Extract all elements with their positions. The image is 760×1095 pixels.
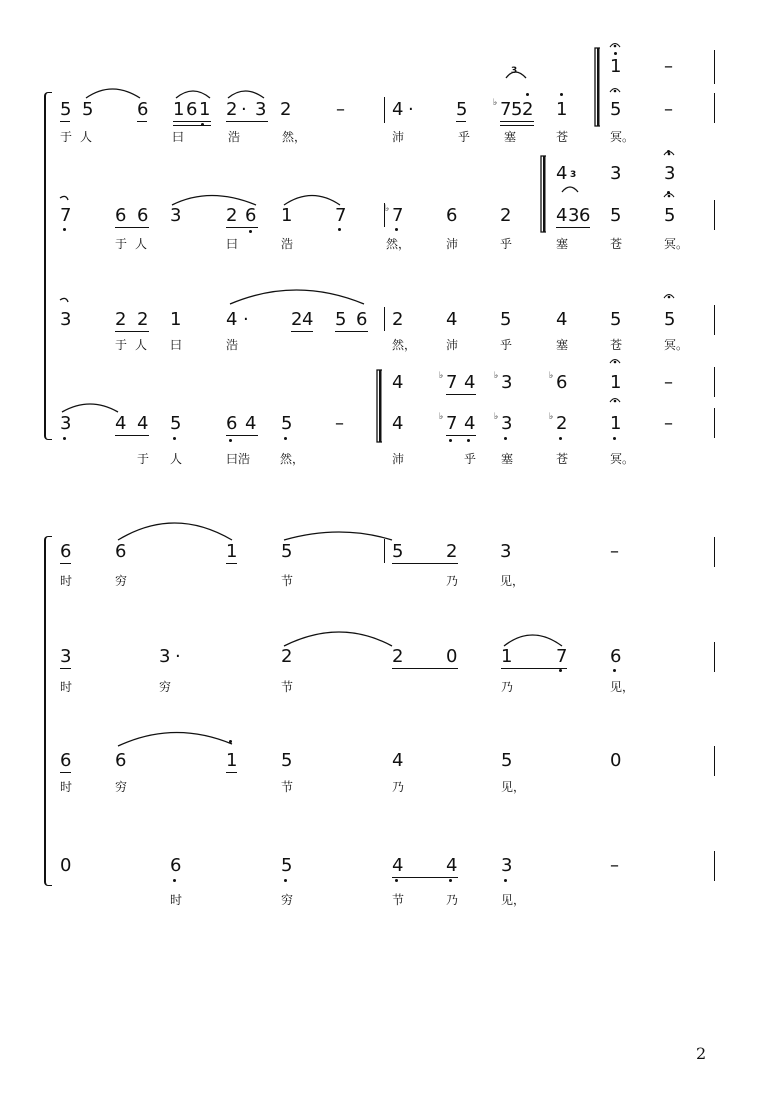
note: 1 — [610, 56, 622, 77]
note: 2 — [500, 205, 512, 226]
barline — [714, 367, 715, 397]
note: 4 — [556, 205, 568, 226]
lyric: 苍 — [556, 130, 569, 144]
octave-dot — [201, 123, 204, 126]
barline — [714, 746, 715, 776]
note: 5 — [281, 541, 293, 562]
section-bracket — [595, 48, 600, 126]
lyric: 乎 — [500, 237, 513, 251]
flat-sign: ♭ — [493, 98, 498, 108]
lyric: 节 — [281, 574, 294, 588]
note: 3 — [60, 413, 72, 434]
octave-dot — [613, 669, 616, 672]
note: 4 — [446, 309, 458, 330]
note: 4 — [556, 163, 568, 184]
octave-dot — [667, 191, 670, 194]
note: 6 — [245, 205, 257, 226]
barline — [714, 851, 715, 881]
slur — [118, 732, 232, 746]
fermata — [664, 295, 674, 299]
note: 5 — [170, 413, 182, 434]
lyric: 苍 — [610, 338, 623, 352]
note: 1 — [501, 646, 513, 667]
note: 6 — [610, 646, 622, 667]
octave-dot — [229, 740, 232, 743]
page-number: 2 — [696, 1044, 707, 1063]
lyric: 人 — [135, 237, 148, 251]
note: 6 — [356, 309, 368, 330]
note: 3 — [60, 646, 72, 667]
lyric: 苍 — [556, 452, 569, 466]
lyric: 曰 — [170, 338, 183, 352]
flat-sign: ♭ — [385, 204, 390, 214]
lyric: 乃 — [392, 780, 405, 794]
note: 1 — [610, 372, 622, 393]
note: 3 — [664, 163, 676, 184]
lyric: 乃 — [446, 893, 459, 907]
note: · — [408, 99, 414, 120]
fermata — [610, 89, 620, 93]
note: 4 — [392, 855, 404, 876]
note: 3 — [500, 541, 512, 562]
system2-bracket — [44, 536, 52, 886]
lyric: 然， — [282, 130, 307, 144]
note: 2 — [446, 541, 458, 562]
lyric: 塞 — [556, 237, 569, 251]
note: 4 — [392, 99, 404, 120]
note: 4 — [302, 309, 314, 330]
lyric: 穷 — [115, 574, 128, 588]
note: 7 — [556, 646, 568, 667]
dash: – — [664, 99, 673, 120]
note: 7 — [335, 205, 347, 226]
lyric: 于 — [115, 237, 128, 251]
note: 7 — [500, 99, 512, 120]
lyric: 塞 — [501, 452, 514, 466]
note: 4 — [115, 413, 127, 434]
note: 1 — [226, 541, 238, 562]
octave-dot — [63, 437, 66, 440]
octave-dot — [504, 437, 507, 440]
lyric: 时 — [170, 893, 183, 907]
note: 4 — [464, 413, 476, 434]
lyric: 乎 — [500, 338, 513, 352]
slur — [228, 91, 264, 98]
flat-sign: ♭ — [439, 412, 444, 422]
lyric: 然， — [392, 338, 417, 352]
lyric: 曰 — [172, 130, 185, 144]
lyric: 乎 — [458, 130, 471, 144]
slur — [504, 635, 562, 646]
note: 3 — [568, 205, 580, 226]
dash: – — [610, 855, 619, 876]
underline — [137, 121, 147, 122]
barline — [714, 408, 715, 438]
lyric: 人 — [135, 338, 148, 352]
note: · — [243, 309, 249, 330]
underline — [556, 227, 590, 228]
lyric: 浩 — [226, 338, 239, 352]
lyric: 节 — [392, 893, 405, 907]
octave-dot — [63, 228, 66, 231]
note: 5 — [511, 99, 523, 120]
fermata — [664, 194, 674, 198]
note: 3 — [170, 205, 182, 226]
fermata-dot — [614, 361, 617, 364]
note: 6 — [186, 99, 198, 120]
note: 2 — [226, 99, 238, 120]
slur — [562, 187, 578, 192]
octave-dot — [667, 150, 670, 153]
dash: – — [335, 413, 344, 434]
note: 5 — [281, 750, 293, 771]
fermata-dot — [614, 90, 617, 93]
octave-dot — [284, 437, 287, 440]
note: 4 — [464, 372, 476, 393]
note: 6 — [170, 855, 182, 876]
underline — [226, 435, 258, 436]
octave-dot — [395, 228, 398, 231]
note: 1 — [170, 309, 182, 330]
fermata-dot — [668, 195, 671, 198]
note: 7 — [446, 413, 458, 434]
note: 6 — [60, 541, 72, 562]
octave-dot — [249, 230, 252, 233]
underline — [115, 435, 149, 436]
note: 7 — [392, 205, 404, 226]
note: 4 — [226, 309, 238, 330]
lyric: 然， — [280, 452, 305, 466]
note: 6 — [137, 205, 149, 226]
lyric: 节 — [281, 680, 294, 694]
note: 5 — [610, 309, 622, 330]
note: 2 — [280, 99, 292, 120]
note: 6 — [115, 541, 127, 562]
note: 7 — [60, 205, 72, 226]
slur — [176, 91, 210, 98]
note: 2 — [392, 646, 404, 667]
slur — [284, 532, 392, 540]
note: 5 — [664, 309, 676, 330]
dash: – — [336, 99, 345, 120]
slur — [86, 89, 140, 98]
note: 6 — [556, 372, 568, 393]
barline — [714, 93, 715, 123]
note: 4 — [392, 413, 404, 434]
barline — [384, 539, 385, 563]
note: 1 — [173, 99, 185, 120]
octave-dot — [449, 879, 452, 882]
section-bracket — [377, 370, 382, 442]
lyric: 苍 — [610, 237, 623, 251]
octave-dot — [526, 93, 529, 96]
octave-dot — [229, 439, 232, 442]
note: 4 — [245, 413, 257, 434]
underline — [60, 563, 71, 564]
note: 0 — [446, 646, 458, 667]
note: 5 — [501, 750, 513, 771]
note: 3 — [501, 413, 513, 434]
barline — [714, 537, 715, 567]
octave-dot — [173, 879, 176, 882]
underline — [392, 563, 458, 564]
note: 3 — [60, 309, 72, 330]
note: 2 — [115, 309, 127, 330]
lyric: 塞 — [556, 338, 569, 352]
underline — [173, 121, 211, 122]
dash: – — [664, 413, 673, 434]
note: 4 — [556, 309, 568, 330]
note: 5 — [392, 541, 404, 562]
system1-bracket — [44, 92, 52, 440]
note: 4 — [446, 855, 458, 876]
note: 2 — [281, 646, 293, 667]
octave-dot — [338, 228, 341, 231]
lyric: 冥。 — [664, 237, 689, 251]
note: 2 — [291, 309, 303, 330]
flat-sign: ♭ — [494, 412, 499, 422]
underline — [392, 668, 458, 669]
fermata-dot — [614, 400, 617, 403]
note: 6 — [579, 205, 591, 226]
note: 5 — [610, 205, 622, 226]
lyric: 人 — [170, 452, 183, 466]
note: 7 — [446, 372, 458, 393]
lyric: 曰浩 — [226, 452, 251, 466]
fermata — [610, 44, 620, 48]
lyric: 沛 — [446, 237, 459, 251]
underline — [60, 121, 70, 122]
underline — [446, 435, 476, 436]
octave-dot — [613, 437, 616, 440]
slur — [230, 290, 364, 304]
underline — [446, 394, 476, 395]
slur — [118, 523, 232, 540]
lyric: 冥。 — [664, 338, 689, 352]
slur — [60, 196, 68, 200]
slur — [284, 196, 340, 206]
dash: – — [664, 372, 673, 393]
lyric: 于 — [60, 130, 73, 144]
note: 4 — [392, 372, 404, 393]
lyric: 见， — [610, 680, 635, 694]
note: 3 — [501, 855, 513, 876]
note: 5 — [500, 309, 512, 330]
octave-dot — [560, 93, 563, 96]
underline — [456, 121, 466, 122]
octave-dot — [504, 879, 507, 882]
lyric: 然， — [386, 237, 411, 251]
note: 5 — [60, 99, 72, 120]
note: 2 — [392, 309, 404, 330]
note: 5 — [610, 99, 622, 120]
octave-dot — [449, 439, 452, 442]
underline — [60, 772, 71, 773]
lyric: 沛 — [392, 130, 405, 144]
note: 1 — [610, 413, 622, 434]
lyric: 见， — [500, 574, 525, 588]
lyric: 时 — [60, 574, 73, 588]
barline — [714, 305, 715, 335]
underline — [226, 227, 258, 228]
underline — [226, 121, 268, 122]
underline — [291, 331, 313, 332]
octave-dot — [284, 879, 287, 882]
octave-dot — [559, 437, 562, 440]
lyric: 人 — [80, 130, 93, 144]
barline — [714, 200, 715, 230]
lyric: 浩 — [228, 130, 241, 144]
fermata-dot — [668, 153, 671, 156]
dash: – — [664, 56, 673, 77]
underline — [173, 125, 211, 126]
lyric: 于 — [115, 338, 128, 352]
underline — [115, 331, 149, 332]
note: 5 — [281, 855, 293, 876]
note: 2 — [226, 205, 238, 226]
fermata-dot — [614, 45, 617, 48]
fermata-dot — [668, 296, 671, 299]
note: 5 — [281, 413, 293, 434]
dash: – — [610, 541, 619, 562]
note: 0 — [60, 855, 72, 876]
underline — [501, 668, 567, 669]
note: · — [241, 99, 247, 120]
note: 6 — [137, 99, 149, 120]
lyric: 于 — [137, 452, 150, 466]
barline — [714, 642, 715, 672]
underline — [335, 331, 368, 332]
note: 3 — [159, 646, 171, 667]
slur — [172, 196, 256, 206]
note: 1 — [281, 205, 293, 226]
octave-dot — [395, 879, 398, 882]
note: 6 — [226, 413, 238, 434]
note: 3 — [501, 372, 513, 393]
octave-dot — [173, 437, 176, 440]
lyric: 穷 — [115, 780, 128, 794]
lyric: 浩 — [281, 237, 294, 251]
lyric: 乎 — [464, 452, 477, 466]
lyric: 曰 — [226, 237, 239, 251]
underline — [500, 121, 534, 122]
lyric: 见， — [501, 780, 526, 794]
note: 2 — [556, 413, 568, 434]
note: 4 — [392, 750, 404, 771]
note: 5 — [664, 205, 676, 226]
note: 2 — [137, 309, 149, 330]
underline — [500, 125, 534, 126]
lyric: 沛 — [446, 338, 459, 352]
note: 6 — [60, 750, 72, 771]
barline — [384, 307, 385, 331]
fermata — [610, 399, 620, 403]
slur — [284, 632, 392, 646]
lyric: 乃 — [501, 680, 514, 694]
flat-sign: ♭ — [549, 371, 554, 381]
lyric: 冥。 — [610, 452, 635, 466]
fermata — [610, 360, 620, 364]
lyric: 冥。 — [610, 130, 635, 144]
flat-sign: ♭ — [494, 371, 499, 381]
underline — [115, 227, 149, 228]
underline — [226, 563, 237, 564]
lyric: 时 — [60, 680, 73, 694]
underline — [226, 772, 237, 773]
note: 2 — [522, 99, 534, 120]
note: 5 — [82, 99, 94, 120]
slur — [60, 298, 68, 302]
octave-dot — [467, 439, 470, 442]
barline — [384, 97, 385, 123]
octave-dot — [614, 52, 617, 55]
slur — [62, 404, 118, 412]
note: 1 — [556, 99, 568, 120]
lyric: 见， — [501, 893, 526, 907]
note: 6 — [446, 205, 458, 226]
underline — [60, 668, 71, 669]
note: 5 — [456, 99, 468, 120]
tuplet-number: 3 — [511, 66, 518, 76]
underline — [392, 877, 458, 878]
note: 4 — [137, 413, 149, 434]
octave-dot — [559, 669, 562, 672]
section-bracket — [541, 156, 546, 232]
lyric: 沛 — [392, 452, 405, 466]
lyric: 穷 — [159, 680, 172, 694]
barline — [714, 50, 715, 84]
note: 1 — [199, 99, 211, 120]
note: 0 — [610, 750, 622, 771]
lyric: 穷 — [281, 893, 294, 907]
flat-sign: ♭ — [439, 371, 444, 381]
note: 3 — [255, 99, 267, 120]
lyric: 节 — [281, 780, 294, 794]
note: 3 — [610, 163, 622, 184]
lyric: 塞 — [504, 130, 517, 144]
lyric: 乃 — [446, 574, 459, 588]
note: 6 — [115, 750, 127, 771]
lyric: 时 — [60, 780, 73, 794]
flat-sign: ♭ — [549, 412, 554, 422]
tuplet-number: 3 — [570, 170, 577, 180]
note: · — [175, 646, 181, 667]
note: 1 — [226, 750, 238, 771]
note: 6 — [115, 205, 127, 226]
note: 5 — [335, 309, 347, 330]
barline — [384, 203, 385, 227]
